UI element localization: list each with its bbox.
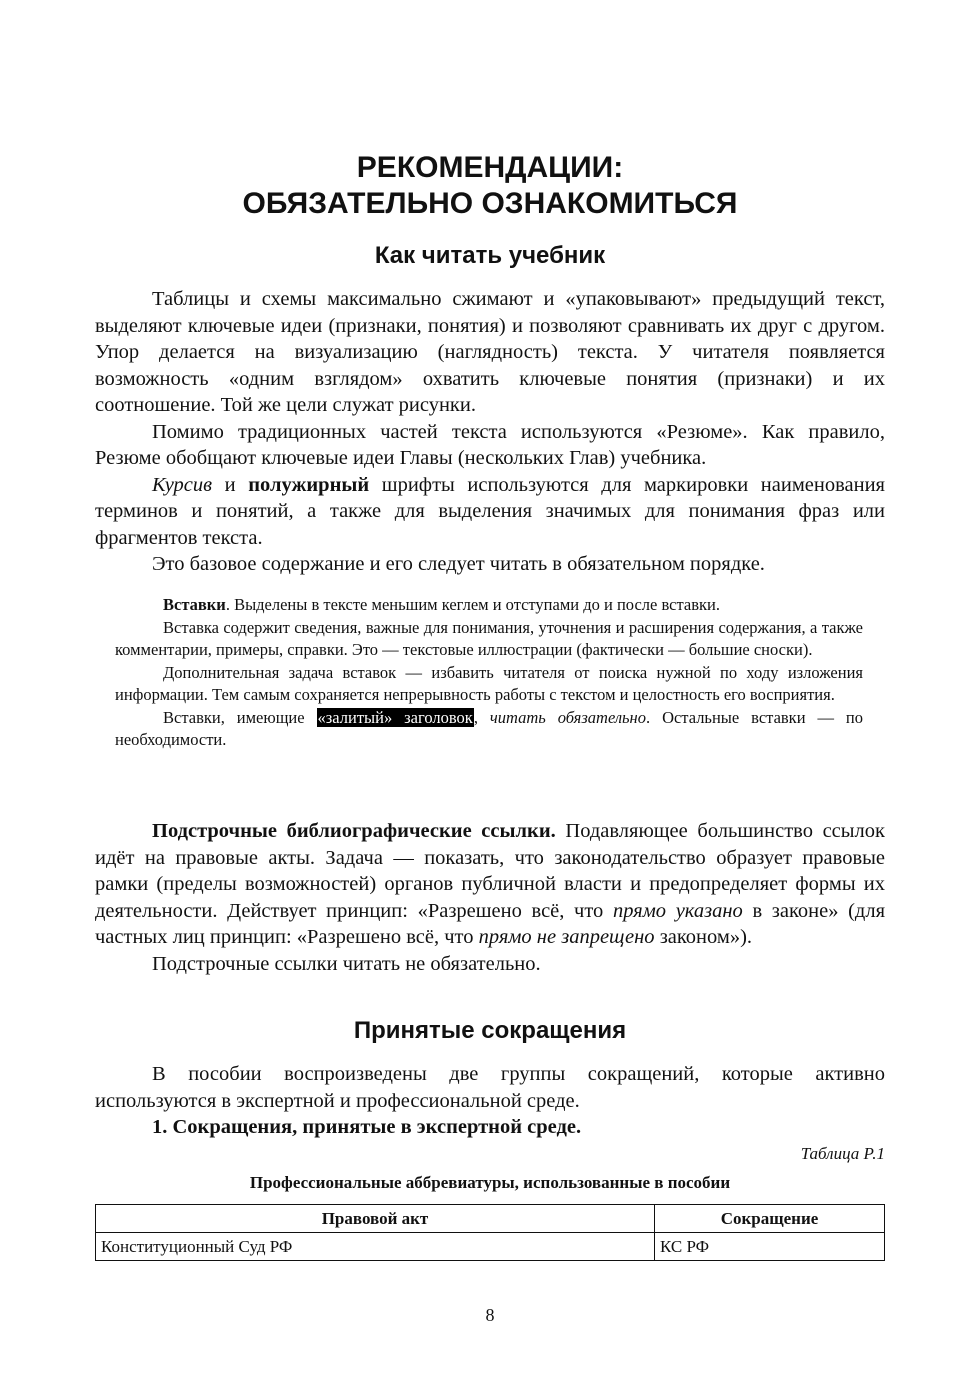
footnotes-section — [95, 818, 885, 977]
section-heading-abbreviations: Принятые сокращения — [353, 1017, 627, 1044]
text-fragment: . Выделены в тексте меньшим кеглем и отступами до и после вставки. — [225, 595, 720, 614]
filled-heading-example: «залитый» заголовок — [317, 707, 473, 727]
page-title-line1: РЕКОМЕНДАЦИИ: — [356, 151, 624, 184]
bold-subheading: 1. Сокращения, принятые в экспертной среде. — [152, 1116, 582, 1138]
text-fragment: Подавляющее большинство ссылок идёт на правовые акты. Задача — показать, что законодательство образует правовые рамки (пределы возможностей) органов публичной власти и предопределяет формы их деятельности. Действует принцип: «Разрешено всё, что — [95, 820, 885, 922]
inset-paragraph: Вставка содержит сведения, важные для понимания, уточнения и расширения содержания, а также комментарии, примеры, справки. Это — текстовые иллюстрации (фактически — большие сноски). — [115, 617, 863, 659]
text-fragment: шрифты используются для маркировки наименования терминов и понятий, а также для выделения значимых для понимания фраз или фрагментов текста. — [95, 473, 885, 549]
inset-paragraph: Дополнительная задача вставок — избавить читателя от поиска нужной по ходу изложения информации. Тем самым сохраняется непрерывность работы с текстом и целостность его восприятия. — [115, 662, 863, 704]
text-fragment: . Остальные вставки — по необходимости. — [115, 707, 864, 749]
abbreviations-table — [95, 1204, 885, 1261]
inset-paragraph — [115, 594, 863, 617]
inset-term: Вставки — [163, 595, 226, 614]
italic-term: Курсив — [152, 473, 213, 496]
bold-term: Подстрочные библиографические ссылки. — [152, 820, 556, 842]
paragraph: В пособии воспроизведены две группы сокращений, которые активно используются в экспертной и профессиональной среде. — [95, 1063, 885, 1112]
table-row — [96, 1233, 885, 1261]
table-reference: Таблица Р.1 — [800, 1144, 885, 1163]
text-fragment: законом»). — [654, 926, 753, 948]
table-caption: Профессиональные аббревиатуры, использованные в пособии — [249, 1173, 731, 1192]
italic-phrase: читать обязательно — [489, 707, 646, 727]
text-fragment: в законе» (для частных лиц принцип: «Разрешено всё, что — [95, 899, 886, 948]
page-title-line2: ОБЯЗАТЕЛЬНО ОЗНАКОМИТЬСЯ — [242, 187, 738, 220]
section-heading-reading: Как читать учебник — [374, 242, 606, 269]
page-title — [95, 150, 885, 222]
text-fragment: Вставки, имеющие — [163, 707, 317, 727]
paragraph — [95, 472, 885, 552]
text-fragment: , — [473, 707, 490, 727]
inset-block — [115, 594, 863, 752]
italic-phrase: прямо не запрещено — [478, 926, 655, 948]
document-page — [95, 0, 885, 1386]
italic-phrase: прямо указано — [612, 899, 743, 922]
paragraph: Это базовое содержание и его следует читать в обязательном порядке. — [152, 553, 765, 575]
column-header: Правовой акт — [96, 1205, 655, 1233]
table-cell: Конституционный Суд РФ — [96, 1233, 655, 1261]
table-header-row — [96, 1205, 885, 1233]
paragraph — [95, 818, 885, 951]
page-number: 8 — [485, 1305, 495, 1325]
paragraph: Помимо традиционных частей текста используются «Резюме». Как правило, Резюме обобщают ключевые идеи Главы (нескольких Глав) учебника. — [95, 420, 885, 469]
paragraph: Подстрочные ссылки читать не обязательно. — [152, 952, 541, 975]
column-header: Сокращение — [655, 1205, 885, 1233]
inset-paragraph — [115, 707, 863, 752]
reading-section-body — [95, 286, 885, 578]
bold-term: полужирный — [248, 473, 370, 496]
paragraph — [95, 1114, 885, 1141]
table-cell: КС РФ — [655, 1233, 885, 1261]
paragraph: Таблицы и схемы максимально сжимают и «упаковывают» предыдущий текст, выделяют ключевые идеи (признаки, понятия) и позволяют сравнивать их друг с другом. Упор делается на визуализацию (наглядность) текста. У читателя появляется возможность «одним взглядом» охватить ключевые понятия (признаки) и их соотношение. Той же цели служат рисунки. — [95, 288, 885, 416]
abbreviations-section-body — [95, 1061, 885, 1141]
text-fragment: и — [212, 473, 249, 496]
